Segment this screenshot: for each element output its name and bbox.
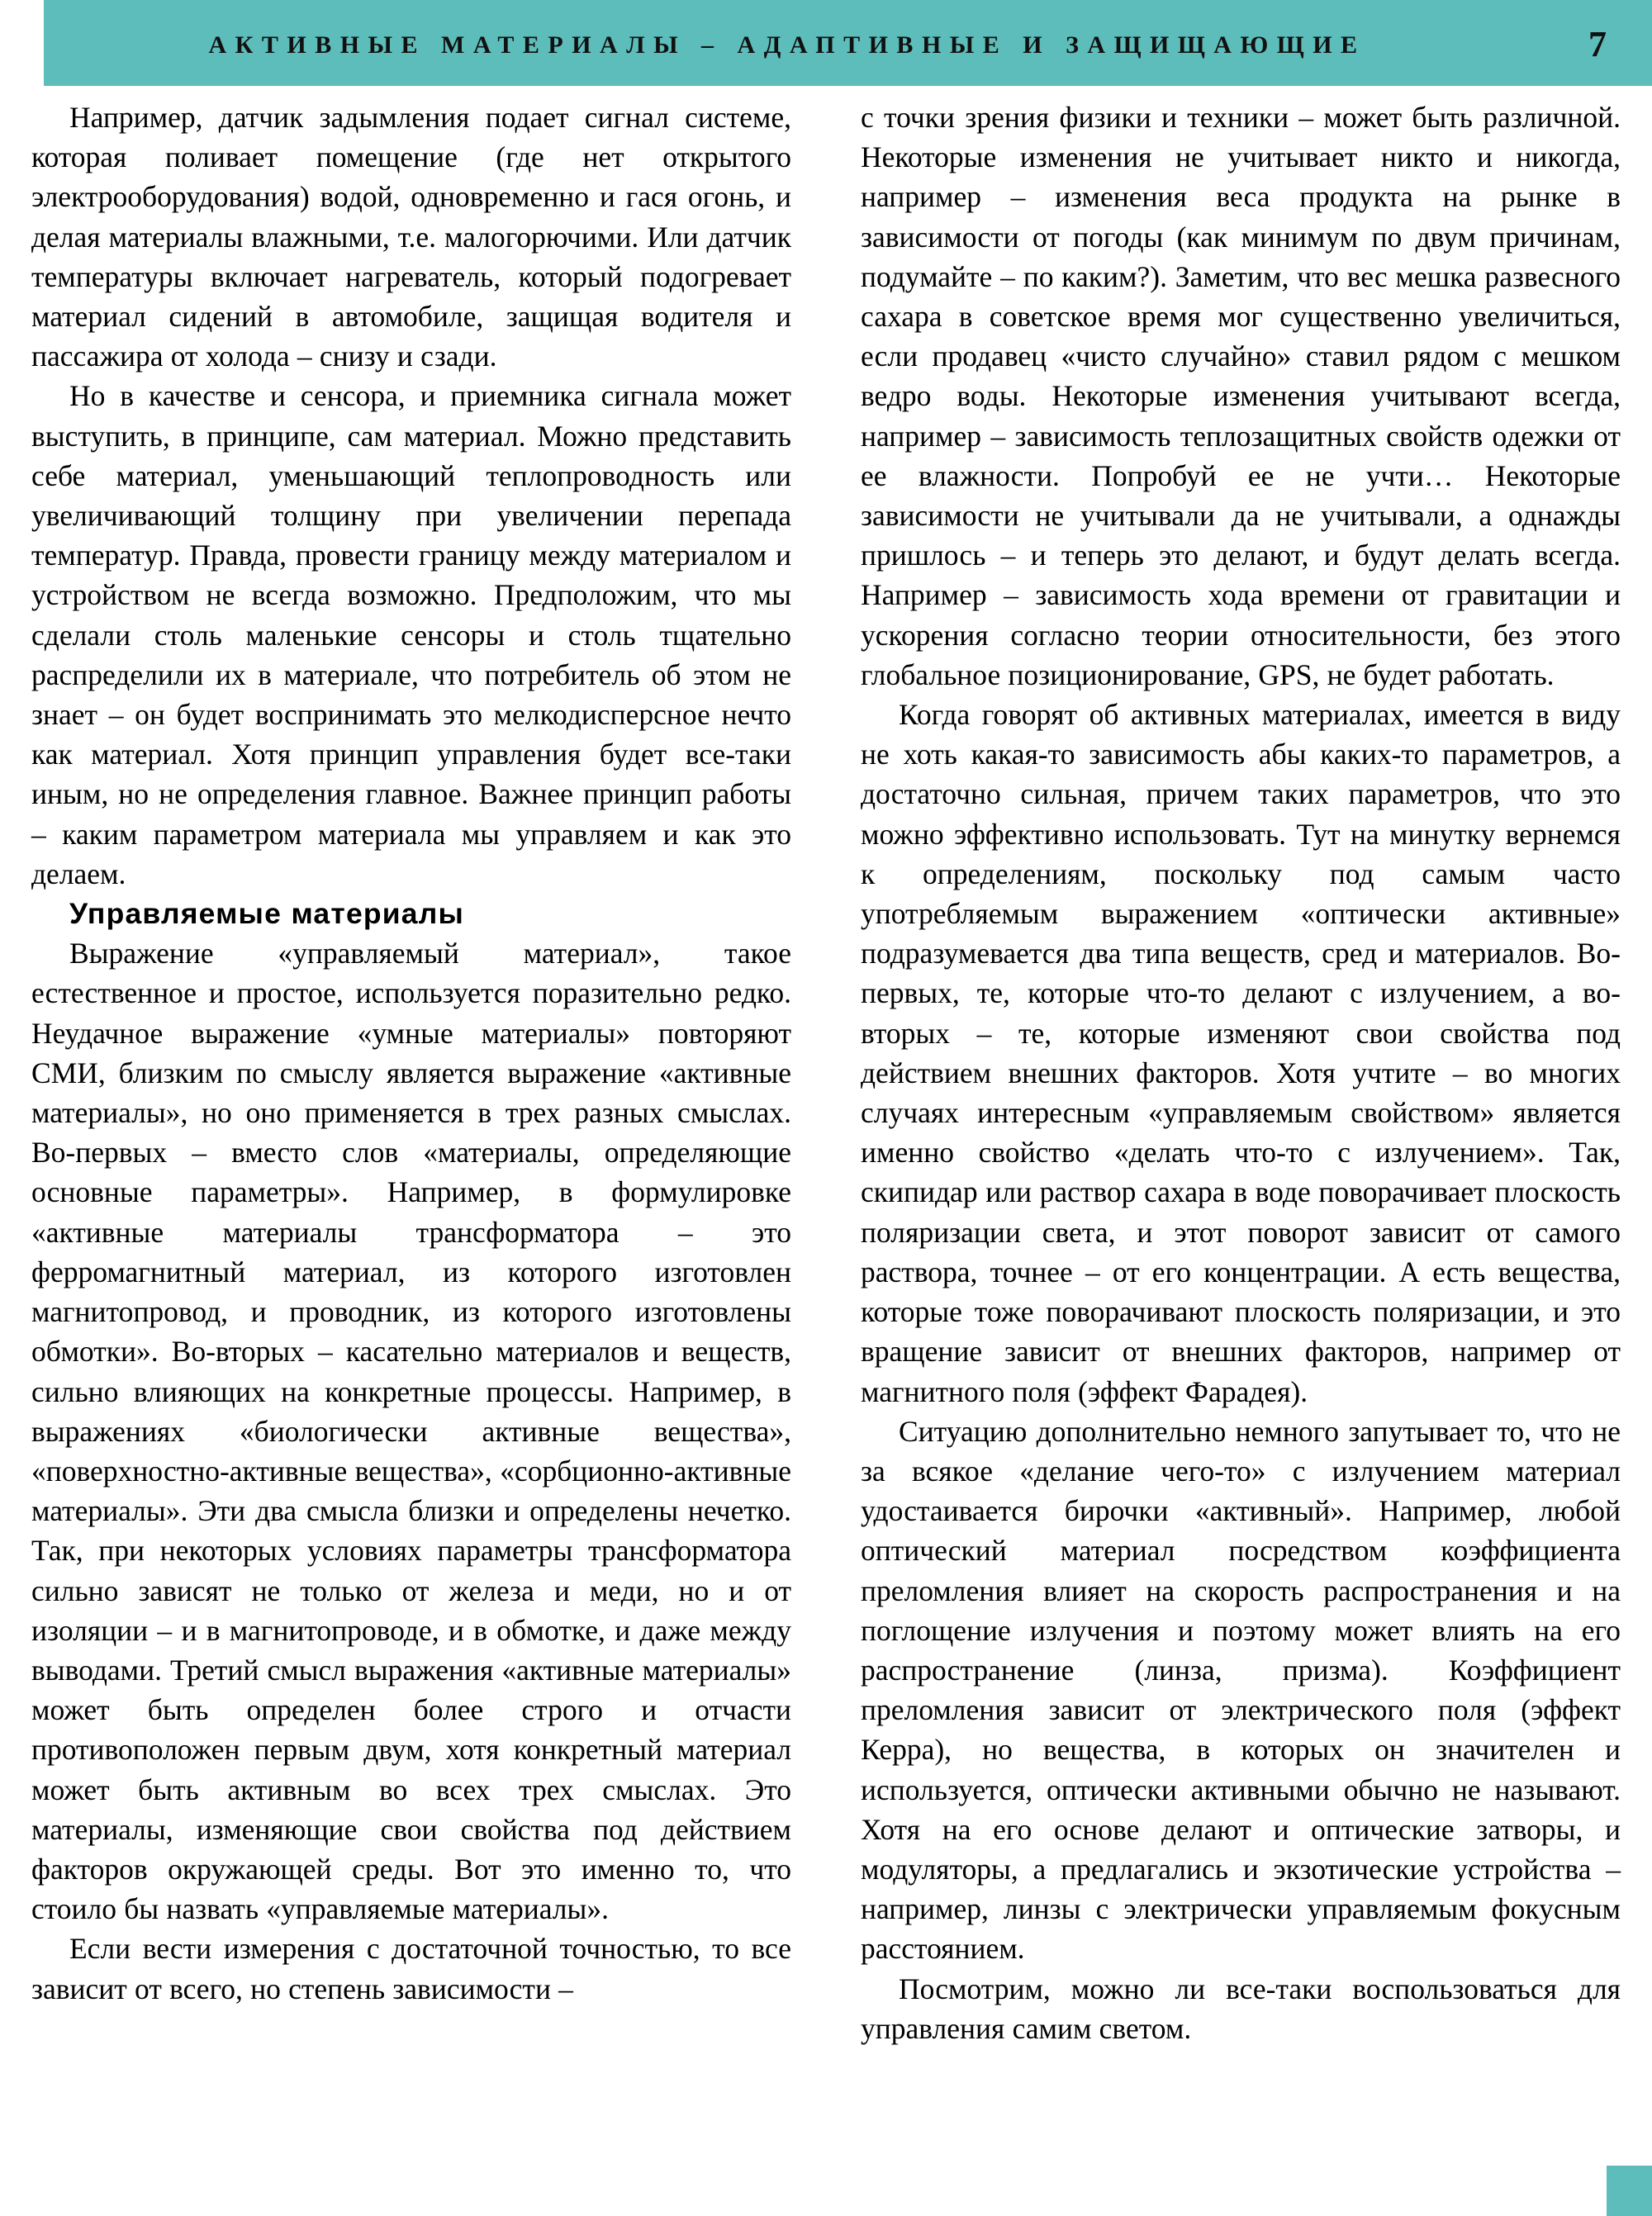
running-header-title: АКТИВНЫЕ МАТЕРИАЛЫ – АДАПТИВНЫЕ И ЗАЩИЩАЮЩИЕ	[208, 31, 1366, 59]
column-left	[31, 97, 791, 2009]
paragraph: Например, датчик задымления подает сигнал системе, которая поливает помещение (где нет открытого электрооборудования) водой, одновременно и гася огонь, и делая материалы влажными, т.е. малогорючими. Или датчик температуры включает нагреватель, который подогревает материал сидений в автомобиле, защищая водителя и пассажира от холода – снизу и сзади.	[31, 101, 791, 373]
paragraph: Если вести измерения с достаточной точностью, то все зависит от всего, но степень зависимости –	[31, 1932, 791, 2005]
corner-accent-block	[1607, 2166, 1652, 2216]
paragraph: Ситуацию дополнительно немного запутывает то, что не за всякое «делание чего-то» с излучением материал удостаивается бирочки «активный». Например, любой оптический материал посредством коэффициента преломления влияет на скорость распространения и на поглощение излучения и поэтому может влиять на его распространение (линза, призма). Коэффициент преломления зависит от электрического поля (эффект Керра), но вещества, в которых он значителен и используется, оптически активными обычно не называют. Хотя на его основе делают и оптические затворы, и модуляторы, а предлагались и экзотические устройства – например, линзы с электрически управляемым фокусным расстоянием.	[861, 1414, 1621, 1966]
paragraph: Выражение «управляемый материал», такое естественное и простое, используется поразительно редко. Неудачное выражение «умные материалы» повторяют СМИ, близким по смыслу является выражение «активные материалы», но оно применяется в трех разных смыслах. Во-первых – вместо слов «материалы, определяющие основные параметры». Например, в формулировке «активные материалы трансформатора – это ферромагнитный материал, из которого изготовлен магнитопровод, и проводник, из которого изготовлены обмотки». Во-вторых – касательно материалов и веществ, сильно влияющих на конкретные процессы. Например, в выражениях «биологически активные вещества», «поверхностно-активные вещества», «сорбционно-активные материалы». Эти два смысла близки и определены нечетко. Так, при некоторых условиях параметры трансформатора сильно зависят не только от железа и меди, но и от изоляции – и в магнитопроводе, и в обмотке, и даже между выводами. Третий смысл выражения «активные материалы» может быть определен более строго и отчасти противоположен первым двум, хотя конкретный материал может быть активным во всех трех смыслах. Это материалы, изменяющие свои свойства под действием факторов окружающей среды. Вот это именно то, что стоило бы назвать «управляемые материалы».	[31, 937, 791, 1926]
body-columns	[0, 97, 1652, 2162]
section-heading: Управляемые материалы	[69, 897, 465, 931]
paragraph: с точки зрения физики и техники – может быть различной. Некоторые изменения не учитывает никто и никогда, например – изменения веса продукта на рынке в зависимости от погоды (как минимум по двум причинам, подумайте – по каким?). Заметим, что вес мешка развесного сахара в советское время мог существенно увеличиться, если продавец «чисто случайно» ставил рядом с мешком ведро воды. Некоторые изменения учитывают всегда, например – зависимость теплозащитных свойств одежки от ее влажности. Попробуй ее не учти… Некоторые зависимости не учитывали да не учитывали, а однажды пришлось – и теперь это делают, и будут делать всегда. Например – зависимость хода времени от гравитации и ускорения согласно теории относительности, без этого глобальное позиционирование, GPS, не будет работать.	[861, 101, 1621, 691]
column-right	[861, 97, 1621, 2048]
paragraph: Но в качестве и сенсора, и приемника сигнала может выступить, в принципе, сам материал. Можно представить себе материал, уменьшающий теплопроводность или увеличивающий толщину при увеличении перепада температур. Правда, провести границу между материалом и устройством не всегда возможно. Предположим, что мы сделали столь маленькие сенсоры и столь тщательно распределили их в материале, что потребитель об этом не знает – он будет воспринимать это мелкодисперсное нечто как материал. Хотя принцип управления будет все-таки иным, но не определения главное. Важнее принцип работы – каким параметром материала мы управляем и как это делаем.	[31, 379, 791, 890]
paragraph: Когда говорят об активных материалах, имеется в виду не хоть какая-то зависимость абы каких-то параметров, а достаточно сильная, причем таких параметров, что это можно эффективно использовать. Тут на минутку вернемся к определениям, поскольку под самым часто употребляемым выражением «оптически активные» подразумевается два типа веществ, сред и материалов. Во-первых, те, которые что-то делают с излучением, а во-вторых – те, которые изменяют свои свойства под действием внешних факторов. Хотя учтите – во многих случаях интересным «управляемым свойством» является именно свойство «делать что-то с излучением». Так, скипидар или раствор сахара в воде поворачивает плоскость поляризации света, и этот поворот зависит от самого раствора, точнее – от его концентрации. А есть вещества, которые тоже поворачивают плоскость поляризации, и это вращение зависит от внешних факторов, например от магнитного поля (эффект Фарадея).	[861, 698, 1621, 1408]
page-number: 7	[1588, 24, 1607, 64]
paragraph: Посмотрим, можно ли все-таки воспользоваться для управления самим светом.	[861, 1972, 1621, 2045]
